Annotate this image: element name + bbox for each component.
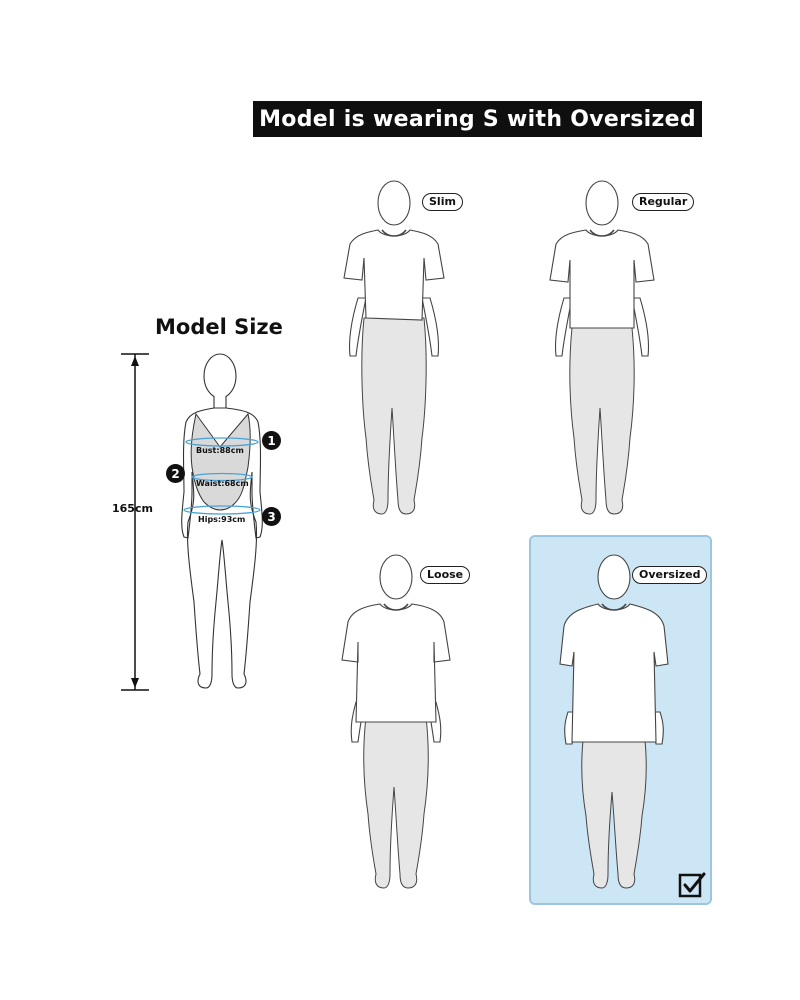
hips-measurement: Hips:93cm (198, 515, 246, 524)
fit-label-regular: Regular (632, 193, 694, 211)
height-label: 165cm (112, 502, 153, 515)
loose-fit-figure (340, 552, 452, 897)
header-banner (253, 101, 702, 137)
hips-badge: 3 (262, 507, 281, 526)
fit-label-oversized: Oversized (632, 566, 707, 584)
oversized-fit-figure (558, 552, 670, 897)
fit-label-loose: Loose (420, 566, 470, 584)
regular-fit-figure (546, 178, 658, 523)
model-size-title: Model Size (155, 315, 283, 339)
checkbox-checked-icon (678, 871, 706, 899)
slim-fit-figure (338, 178, 450, 523)
bust-badge: 1 (262, 431, 281, 450)
fit-label-slim: Slim (422, 193, 463, 211)
bust-measurement: Bust:88cm (196, 446, 244, 455)
height-ruler (115, 350, 155, 695)
waist-measurement: Waist:68cm (196, 479, 249, 488)
waist-badge: 2 (166, 464, 185, 483)
banner-text: Model is wearing S with Oversized (259, 106, 696, 132)
